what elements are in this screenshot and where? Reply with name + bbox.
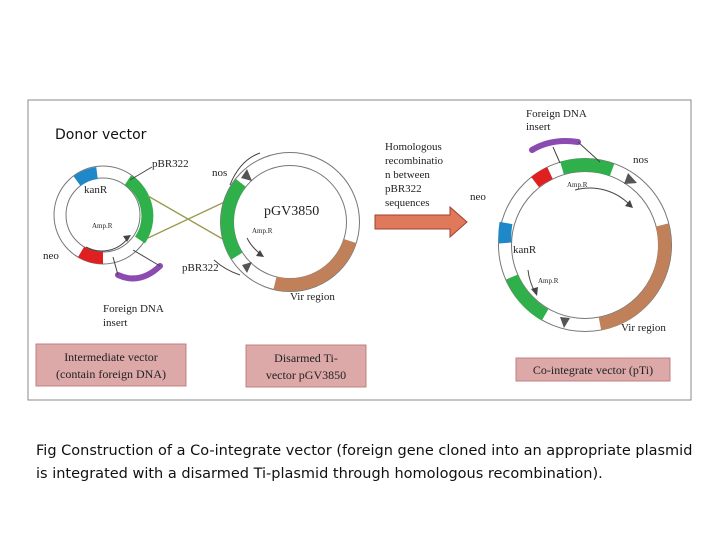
donor-neo-label: neo xyxy=(43,250,59,262)
coint-nos-label: nos xyxy=(633,154,649,166)
coint-amp-bottom-label: Amp.R xyxy=(538,277,559,285)
intermediate-line1: Intermediate vector xyxy=(64,350,158,364)
ti-name-label: pGV3850 xyxy=(264,204,320,219)
homologous-line1: Homologous xyxy=(385,141,442,153)
ti-amp-label: Amp.R xyxy=(252,227,273,235)
coint-foreign-line1: Foreign DNA xyxy=(526,108,587,120)
coint-vir-label: Vir region xyxy=(621,322,666,334)
coint-foreign-line2: insert xyxy=(526,121,551,133)
disarmed-line1: Disarmed Ti- xyxy=(274,351,338,365)
disarmed-line2: vector pGV3850 xyxy=(265,368,347,382)
intermediate-vector-box xyxy=(36,344,186,386)
cointegrate-box-label: Co-integrate vector (pTi) xyxy=(532,363,654,377)
coint-amp-top-label: Amp.R xyxy=(567,181,588,189)
coint-kan-label: kanR xyxy=(513,244,537,256)
donor-amp-label: Amp.R xyxy=(92,222,113,230)
ti-vir-label: Vir region xyxy=(290,291,335,303)
donor-label: Donor vector xyxy=(55,127,147,143)
coint-red-segment xyxy=(535,173,550,182)
homologous-line4: pBR322 xyxy=(385,183,422,195)
homologous-line2: recombinatio xyxy=(385,155,444,167)
figure-caption: Fig Construction of a Co-integrate vector (foreign gene cloned into an appropriate plasmid is integrated with a disarmed Ti-plasmid through homologous recombination). xyxy=(36,443,693,482)
homologous-line5: sequences xyxy=(385,197,430,209)
donor-foreign-line1: Foreign DNA xyxy=(103,303,164,315)
donor-nos-label: nos xyxy=(212,167,228,179)
donor-foreign-line2: insert xyxy=(103,317,128,329)
coint-green-top xyxy=(562,165,612,170)
intermediate-line2: (contain foreign DNA) xyxy=(56,367,166,381)
homologous-line3: n between xyxy=(385,169,430,181)
cointegrate-box xyxy=(516,358,670,381)
coint-neo-label: neo xyxy=(470,191,486,203)
donor-red-segment xyxy=(81,252,103,258)
donor-kan-label: kanR xyxy=(84,184,108,196)
donor-pbr-top-label: pBR322 xyxy=(152,158,189,170)
disarmed-ti-box xyxy=(246,345,366,387)
donor-pbr-bottom-label: pBR322 xyxy=(182,262,219,274)
coint-blue-segment xyxy=(505,223,506,243)
